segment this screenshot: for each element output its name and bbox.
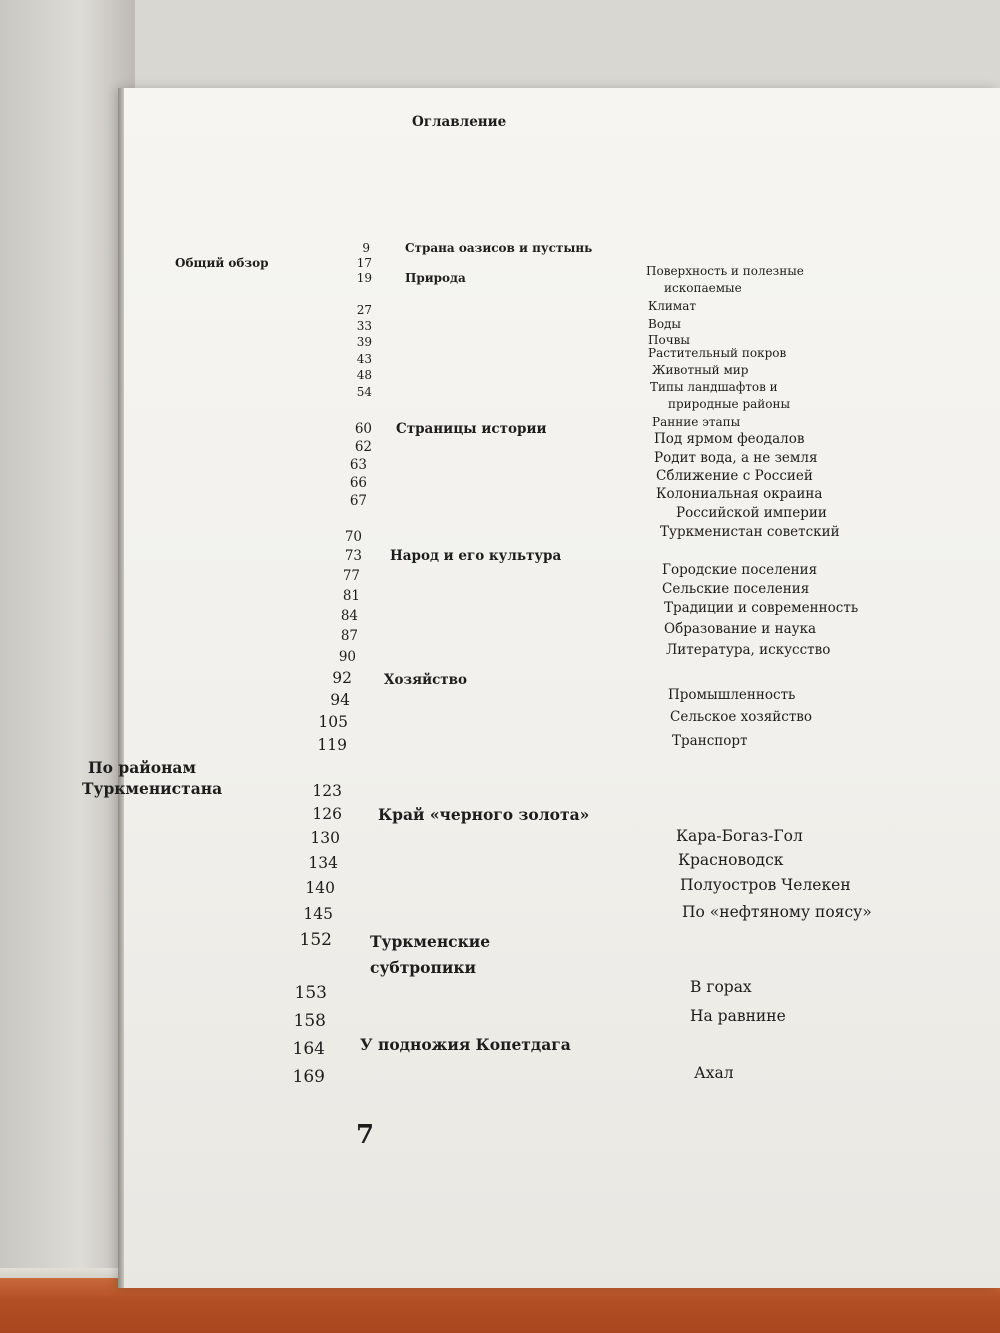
page-number-158: 158 (293, 1011, 326, 1031)
topic-early-stages: Ранние этапы (652, 415, 741, 429)
page-number-134: 134 (308, 854, 338, 872)
topic-rural-settlements: Сельские поселения (662, 581, 810, 597)
topic-vegetation: Растительный покров (648, 346, 787, 360)
previous-page (0, 0, 135, 1333)
topic-feudal-yoke: Под ярмом феодалов (654, 431, 805, 447)
section-regions-line1: По районам (88, 758, 196, 777)
topic-soils: Почвы (648, 333, 690, 347)
page-number-17: 17 (356, 256, 372, 270)
chapter-country: Страна оазисов и пустынь (405, 241, 593, 255)
page-number-62: 62 (354, 439, 372, 455)
topic-landscapes-line2: природные районы (668, 397, 791, 411)
topic-urban-settlements: Городские поселения (662, 562, 818, 578)
topic-colonial-line2: Российской империи (676, 505, 827, 521)
topic-colonial-line1: Колониальная окраина (656, 486, 823, 502)
page-number-140: 140 (305, 879, 335, 897)
topic-traditions: Традиции и современность (664, 600, 859, 616)
page-number-84: 84 (340, 608, 358, 624)
topic-industry: Промышленность (668, 687, 796, 703)
topic-cheleken: Полуостров Челекен (680, 876, 851, 894)
topic-education-science: Образование и наука (664, 621, 817, 637)
page-number-33: 33 (356, 319, 372, 333)
topic-transport: Транспорт (672, 733, 748, 749)
topic-krasnovodsk: Красноводск (678, 851, 784, 869)
topic-landscapes-line1: Типы ландшафтов и (650, 380, 778, 394)
topic-water-gives-birth: Родит вода, а не земля (654, 450, 818, 466)
page-number-123: 123 (312, 782, 342, 800)
page-edge (118, 88, 124, 1288)
page-number-77: 77 (342, 568, 360, 584)
page-number-130: 130 (310, 829, 340, 847)
page-number-63: 63 (349, 457, 367, 473)
topic-literature-art: Литература, искусство (666, 642, 831, 658)
page-number-105: 105 (318, 713, 348, 731)
page-number-67: 67 (349, 493, 367, 509)
topic-oil-belt: По «нефтяному поясу» (682, 903, 872, 921)
page-number-126: 126 (312, 805, 342, 823)
topic-fauna: Животный мир (652, 363, 749, 377)
chapter-history: Страницы истории (396, 421, 547, 437)
toc-title: Оглавление (412, 114, 507, 130)
page-number-92: 92 (332, 669, 352, 687)
section-regions-line2: Туркменистана (82, 779, 223, 798)
page-number-43: 43 (356, 352, 372, 366)
topic-in-mountains: В горах (690, 978, 752, 996)
page-number-164: 164 (292, 1039, 325, 1059)
topic-climate: Климат (648, 299, 697, 313)
page-number-70: 70 (344, 529, 362, 545)
chapter-subtropics-line2: субтропики (370, 958, 477, 977)
page-number-152: 152 (299, 930, 332, 950)
chapter-black-gold: Край «черного золота» (378, 805, 590, 824)
page-number-27: 27 (356, 303, 372, 317)
page-number-60: 60 (354, 421, 372, 437)
topic-surface-line1: Поверхность и полезные (646, 264, 804, 278)
topic-on-plain: На равнине (690, 1007, 786, 1025)
page-number-153: 153 (294, 983, 327, 1003)
topic-rapprochement: Сближение с Россией (656, 468, 813, 484)
page-number-145: 145 (303, 905, 333, 923)
chapter-subtropics-line1: Туркменские (370, 932, 491, 951)
page-number-87: 87 (340, 628, 358, 644)
page-number: 7 (356, 1120, 375, 1150)
section-general-overview: Общий обзор (175, 256, 269, 270)
page-number-39: 39 (356, 335, 372, 349)
topic-akhal: Ахал (694, 1064, 734, 1082)
chapter-kopetdag: У подножия Копетдага (360, 1035, 571, 1054)
page-number-81: 81 (342, 588, 360, 604)
page-number-73: 73 (344, 548, 362, 564)
page-number-19: 19 (356, 271, 372, 285)
topic-surface-line2: ископаемые (664, 281, 742, 295)
page-number-66: 66 (349, 475, 367, 491)
page-number-48: 48 (356, 368, 372, 382)
page-number-54: 54 (356, 385, 372, 399)
page-number-90: 90 (338, 649, 356, 665)
page-number-9: 9 (362, 241, 370, 255)
chapter-nature: Природа (405, 271, 466, 285)
chapter-people: Народ и его культура (390, 548, 562, 564)
page-number-94: 94 (330, 691, 350, 709)
chapter-economy: Хозяйство (384, 672, 468, 688)
page-number-169: 169 (292, 1067, 325, 1087)
topic-kara-bogaz-gol: Кара-Богаз-Гол (676, 827, 803, 845)
topic-agriculture: Сельское хозяйство (670, 709, 813, 725)
topic-waters: Воды (648, 317, 681, 331)
page-number-119: 119 (317, 736, 347, 754)
topic-soviet-turkmenistan: Туркменистан советский (660, 524, 840, 540)
